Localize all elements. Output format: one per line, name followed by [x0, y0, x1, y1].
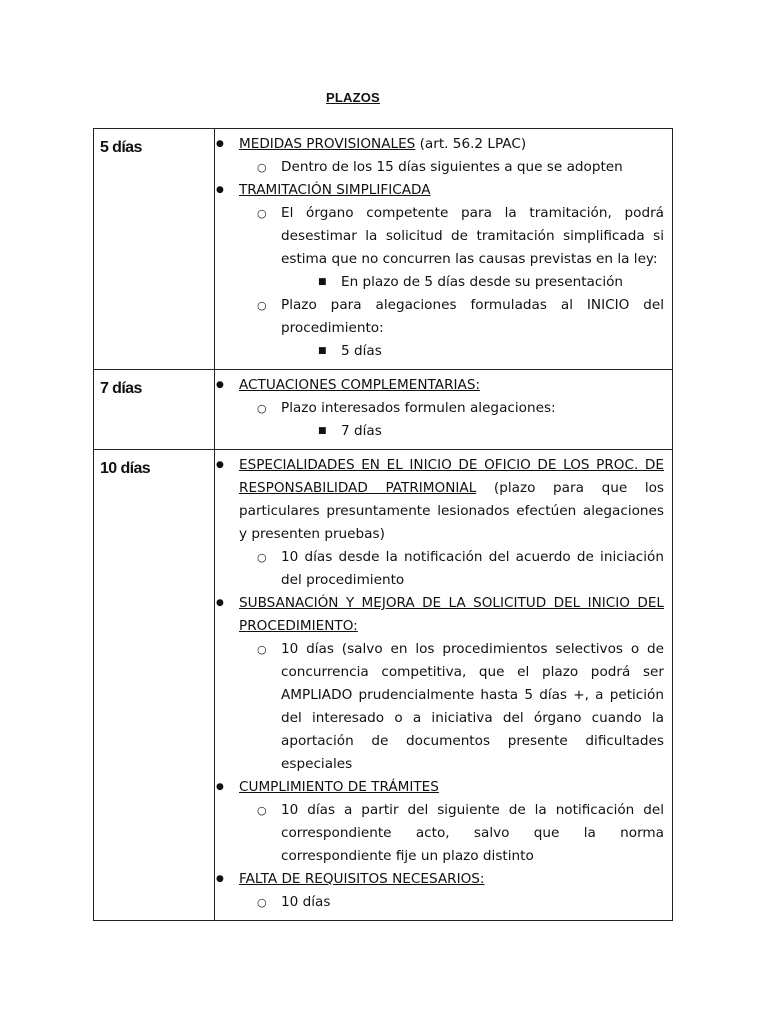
table-row	[94, 129, 673, 370]
sub-item-text: El órgano competente para la tramitación, podrá desestimar la solicitud de tramitación simplificada si estima que no concurren las causas previstas en la ley:	[281, 205, 664, 267]
list-item	[215, 776, 664, 868]
list-item	[215, 868, 664, 914]
plazos-table	[93, 128, 673, 921]
sub-list-item: ○ Dentro de los 15 días siguientes a que se adopten	[239, 156, 664, 179]
sub-list-item: ○ 10 días a partir del siguiente de la notificación del correspondiente acto, salvo que la norma correspondiente fije un plazo distinto	[239, 799, 664, 868]
item-suffix: (art. 56.2 LPAC)	[415, 136, 527, 152]
nested-list-item: ■ 5 días	[281, 340, 664, 363]
item-suffix: (plazo para que los particulares presuntamente lesionados efectúen alegaciones y presenten pruebas)	[239, 480, 665, 542]
row-label: 7 días	[100, 380, 142, 397]
list-item	[215, 179, 664, 363]
sub-list-item: ○ 10 días desde la notificación del acuerdo de iniciación del procedimiento	[239, 546, 664, 592]
row-content-cell	[215, 129, 673, 370]
row-label-cell	[94, 129, 215, 370]
sub-item-text: Plazo interesados formulen alegaciones:	[281, 400, 556, 416]
nested-list-item: ■ En plazo de 5 días desde su presentación	[281, 271, 664, 294]
item-heading: TRAMITACIÓN SIMPLIFICADA	[239, 182, 431, 198]
item-heading: FALTA DE REQUISITOS NECESARIOS:	[239, 871, 485, 887]
sub-list-item: ○ 10 días	[239, 891, 664, 914]
item-heading: MEDIDAS PROVISIONALES	[239, 136, 416, 152]
sub-item-text: Plazo para alegaciones formuladas al INICIO del procedimiento:	[281, 297, 664, 336]
row-label: 5 días	[100, 139, 142, 156]
sub-list-item	[239, 397, 664, 443]
row-label-cell	[94, 370, 215, 450]
item-heading: SUBSANACIÓN Y MEJORA DE LA SOLICITUD DEL INICIO DEL PROCEDIMIENTO:	[239, 595, 664, 634]
table-row	[94, 370, 673, 450]
table-row	[94, 450, 673, 921]
list-item	[215, 454, 664, 592]
sub-list-item	[239, 294, 664, 363]
list-item	[215, 592, 664, 776]
row-label-cell	[94, 450, 215, 921]
row-content-cell	[215, 450, 673, 921]
list-item	[215, 133, 664, 179]
row-content-cell	[215, 370, 673, 450]
item-heading: CUMPLIMIENTO DE TRÁMITES	[239, 779, 439, 795]
sub-list-item: ○ 10 días (salvo en los procedimientos selectivos o de concurrencia competitiva, que el plazo podrá ser AMPLIADO prudencialmente hasta 5 días +, a petición del interesado o a iniciativa del órgano cuando la aportación de documentos presente dificultades especiales	[239, 638, 664, 776]
sub-list-item	[239, 202, 664, 294]
item-heading: ACTUACIONES COMPLEMENTARIAS:	[239, 377, 481, 393]
item-heading: ESPECIALIDADES EN EL INICIO DE OFICIO DE LOS PROC. DE RESPONSABILIDAD PATRIMONIAL	[239, 457, 664, 496]
page-title: PLAZOS	[326, 90, 380, 105]
row-label: 10 días	[100, 460, 151, 477]
list-item	[215, 374, 664, 443]
nested-list-item: ■ 7 días	[281, 420, 664, 443]
